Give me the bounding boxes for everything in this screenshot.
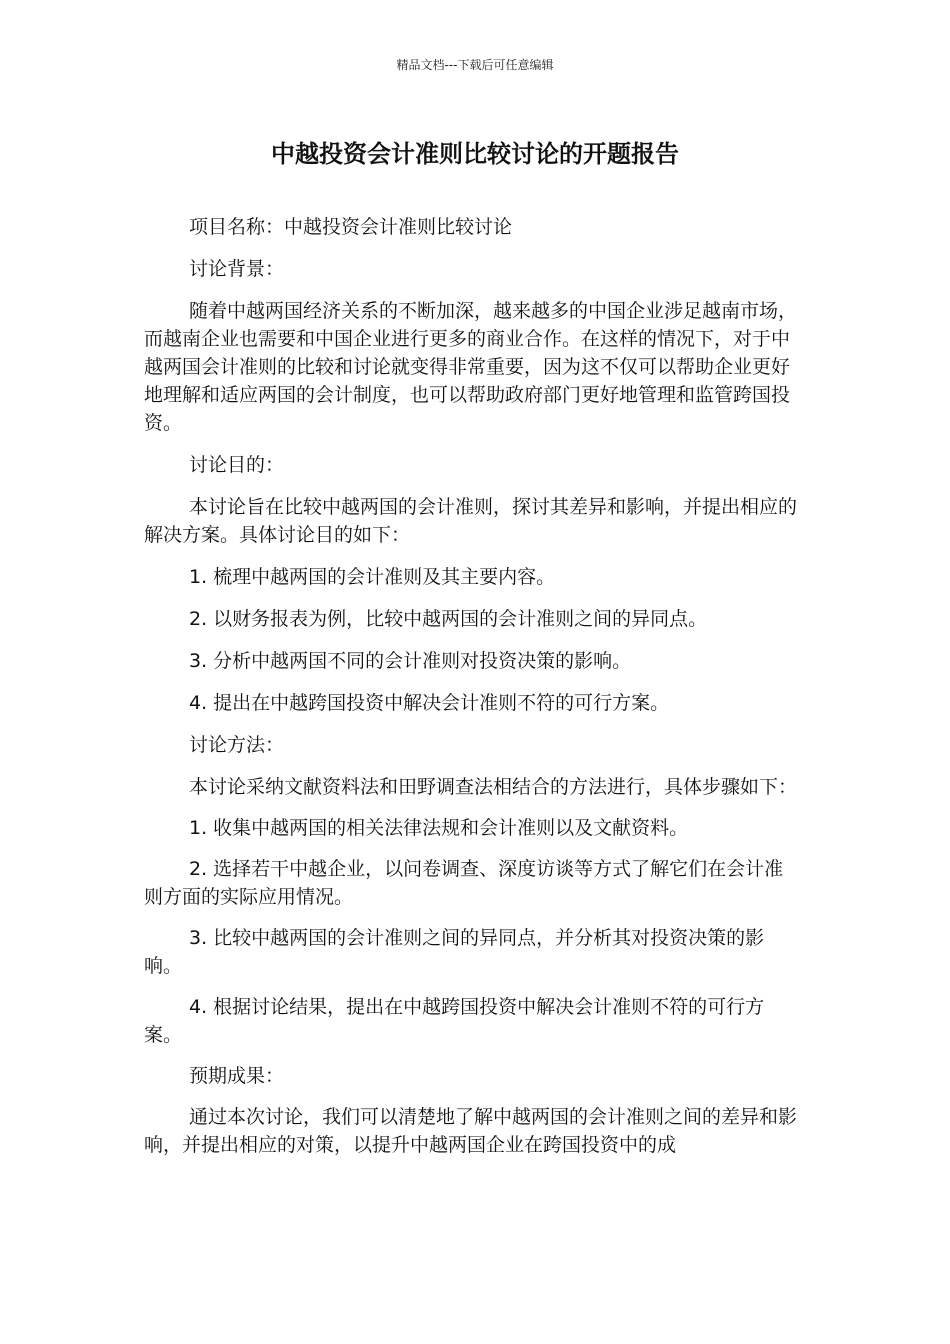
purpose-heading: 讨论目的： [189, 454, 285, 476]
page-header: 精品文档---下载后可任意编辑 [396, 58, 554, 72]
method-item: 4. 根据讨论结果，提出在中越跨国投资中解决会计准则不符的可行方案。 [144, 996, 765, 1046]
method-heading: 讨论方法： [189, 734, 285, 756]
purpose-item: 2. 以财务报表为例，比较中越两国的会计准则之间的异同点。 [189, 608, 708, 630]
background-paragraph: 随着中越两国经济关系的不断加深，越来越多的中国企业涉足越南市场，而越南企业也需要和中国企业进行更多的商业合作。在这样的情况下，对于中越两国会计准则的比较和讨论就变得非常重要，因为这不仅可以帮助企业更好地理解和适应两国的会计制度，也可以帮助政府部门更好地管理和监管跨国投资。 [144, 300, 798, 434]
project-name: 项目名称：中越投资会计准则比较讨论 [189, 216, 513, 238]
purpose-item: 1. 梳理中越两国的会计准则及其主要内容。 [189, 566, 556, 588]
method-item: 1. 收集中越两国的相关法律法规和会计准则以及文献资料。 [189, 817, 689, 839]
method-item: 3. 比较中越两国的会计准则之间的异同点，并分析其对投资决策的影响。 [144, 927, 765, 977]
method-intro: 本讨论采纳文献资料法和田野调查法相结合的方法进行，具体步骤如下： [189, 776, 798, 798]
purpose-item: 3. 分析中越两国不同的会计准则对投资决策的影响。 [189, 650, 632, 672]
method-item: 2. 选择若干中越企业，以问卷调查、深度访谈等方式了解它们在会计准则方面的实际应用情况。 [144, 858, 784, 908]
outcome-paragraph: 通过本次讨论，我们可以清楚地了解中越两国的会计准则之间的差异和影响，并提出相应的对策，以提升中越两国企业在跨国投资中的成 [144, 1106, 798, 1156]
document-title: 中越投资会计准则比较讨论的开题报告 [271, 140, 679, 168]
purpose-intro: 本讨论旨在比较中越两国的会计准则，探讨其差异和影响，并提出相应的解决方案。具体讨论目的如下： [144, 496, 798, 546]
purpose-item: 4. 提出在中越跨国投资中解决会计准则不符的可行方案。 [189, 692, 670, 714]
background-heading: 讨论背景： [189, 258, 285, 280]
document-body [144, 213, 800, 1159]
outcome-heading: 预期成果： [189, 1065, 285, 1087]
